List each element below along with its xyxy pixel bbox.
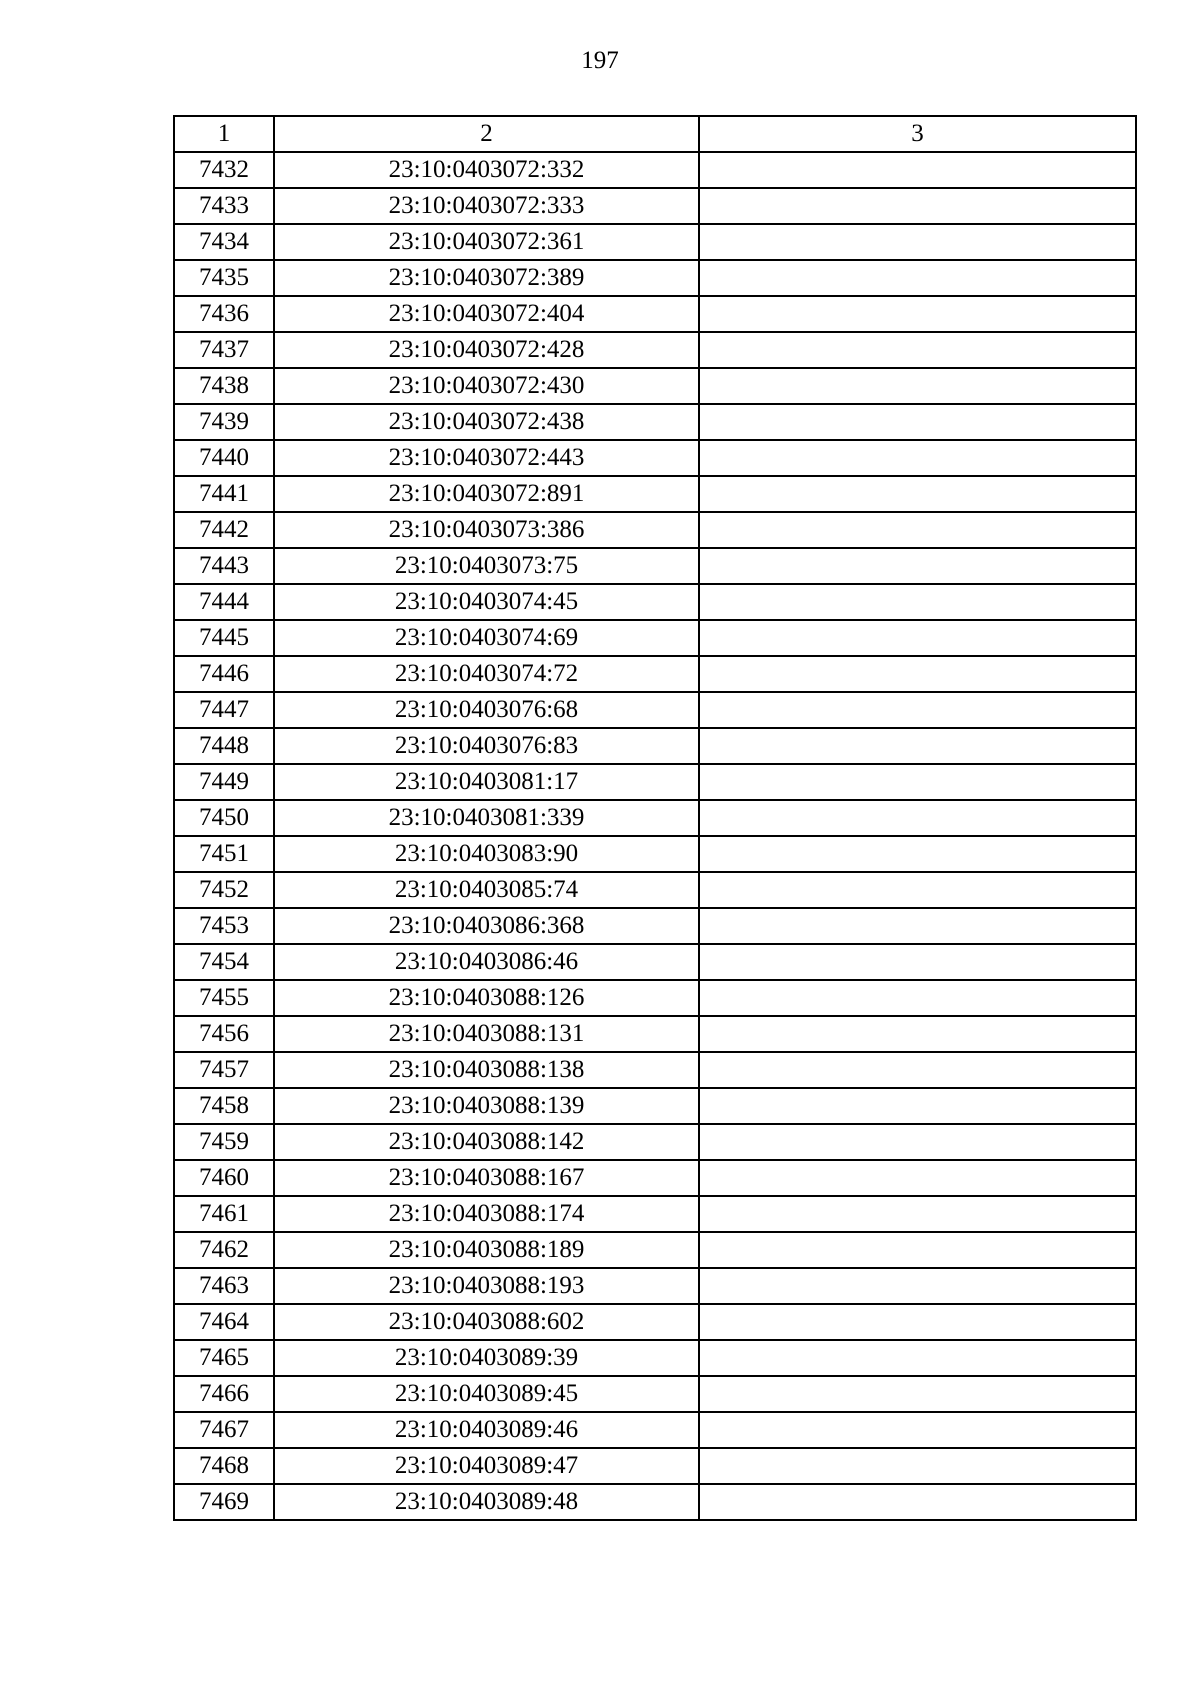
row-number-cell: 7456 <box>174 1016 274 1052</box>
cadastral-number-cell: 23:10:0403072:332 <box>274 152 699 188</box>
notes-cell <box>699 1484 1136 1520</box>
notes-cell <box>699 404 1136 440</box>
table-row <box>174 764 1136 800</box>
row-number-cell: 7448 <box>174 728 274 764</box>
cadastral-number-cell: 23:10:0403088:167 <box>274 1160 699 1196</box>
notes-cell <box>699 1340 1136 1376</box>
table-row <box>174 368 1136 404</box>
table-row <box>174 1052 1136 1088</box>
row-number-cell: 7455 <box>174 980 274 1016</box>
row-number-cell: 7445 <box>174 620 274 656</box>
cadastral-number-cell: 23:10:0403089:47 <box>274 1448 699 1484</box>
row-number-cell: 7464 <box>174 1304 274 1340</box>
row-number-cell: 7438 <box>174 368 274 404</box>
table-row <box>174 152 1136 188</box>
notes-cell <box>699 1196 1136 1232</box>
cadastral-number-cell: 23:10:0403088:138 <box>274 1052 699 1088</box>
notes-cell <box>699 1016 1136 1052</box>
table-row <box>174 1232 1136 1268</box>
cadastral-number-cell: 23:10:0403088:131 <box>274 1016 699 1052</box>
cadastral-number-table <box>173 115 1137 1521</box>
cadastral-number-cell: 23:10:0403088:193 <box>274 1268 699 1304</box>
row-number-cell: 7435 <box>174 260 274 296</box>
column-header-2: 2 <box>274 116 699 152</box>
row-number-cell: 7437 <box>174 332 274 368</box>
table-row <box>174 836 1136 872</box>
cadastral-number-cell: 23:10:0403072:443 <box>274 440 699 476</box>
row-number-cell: 7453 <box>174 908 274 944</box>
notes-cell <box>699 1232 1136 1268</box>
notes-cell <box>699 1268 1136 1304</box>
cadastral-number-cell: 23:10:0403072:428 <box>274 332 699 368</box>
notes-cell <box>699 296 1136 332</box>
cadastral-number-cell: 23:10:0403089:48 <box>274 1484 699 1520</box>
cadastral-number-cell: 23:10:0403072:891 <box>274 476 699 512</box>
cadastral-number-cell: 23:10:0403072:361 <box>274 224 699 260</box>
cadastral-number-cell: 23:10:0403088:174 <box>274 1196 699 1232</box>
table-row <box>174 1196 1136 1232</box>
table-row <box>174 1484 1136 1520</box>
notes-cell <box>699 548 1136 584</box>
table-row <box>174 1016 1136 1052</box>
cadastral-number-cell: 23:10:0403089:46 <box>274 1412 699 1448</box>
notes-cell <box>699 476 1136 512</box>
row-number-cell: 7465 <box>174 1340 274 1376</box>
notes-cell <box>699 1412 1136 1448</box>
notes-cell <box>699 584 1136 620</box>
notes-cell <box>699 1124 1136 1160</box>
cadastral-number-cell: 23:10:0403088:126 <box>274 980 699 1016</box>
row-number-cell: 7466 <box>174 1376 274 1412</box>
cadastral-number-cell: 23:10:0403086:368 <box>274 908 699 944</box>
row-number-cell: 7436 <box>174 296 274 332</box>
table-row <box>174 1160 1136 1196</box>
cadastral-number-cell: 23:10:0403072:430 <box>274 368 699 404</box>
cadastral-number-cell: 23:10:0403083:90 <box>274 836 699 872</box>
row-number-cell: 7449 <box>174 764 274 800</box>
notes-cell <box>699 260 1136 296</box>
table-row <box>174 692 1136 728</box>
table-row <box>174 224 1136 260</box>
table-row <box>174 440 1136 476</box>
table-row <box>174 548 1136 584</box>
table-row <box>174 908 1136 944</box>
table-row <box>174 1088 1136 1124</box>
notes-cell <box>699 800 1136 836</box>
table-row <box>174 1304 1136 1340</box>
cadastral-number-cell: 23:10:0403086:46 <box>274 944 699 980</box>
row-number-cell: 7463 <box>174 1268 274 1304</box>
notes-cell <box>699 728 1136 764</box>
row-number-cell: 7454 <box>174 944 274 980</box>
row-number-cell: 7457 <box>174 1052 274 1088</box>
cadastral-number-cell: 23:10:0403088:602 <box>274 1304 699 1340</box>
notes-cell <box>699 1376 1136 1412</box>
notes-cell <box>699 512 1136 548</box>
table-row <box>174 1340 1136 1376</box>
table-row <box>174 1124 1136 1160</box>
cadastral-number-cell: 23:10:0403074:69 <box>274 620 699 656</box>
notes-cell <box>699 332 1136 368</box>
table-row <box>174 1268 1136 1304</box>
notes-cell <box>699 152 1136 188</box>
notes-cell <box>699 224 1136 260</box>
table-row <box>174 512 1136 548</box>
row-number-cell: 7462 <box>174 1232 274 1268</box>
column-header-3: 3 <box>699 116 1136 152</box>
table-row <box>174 260 1136 296</box>
row-number-cell: 7467 <box>174 1412 274 1448</box>
cadastral-number-cell: 23:10:0403081:17 <box>274 764 699 800</box>
row-number-cell: 7447 <box>174 692 274 728</box>
table-row <box>174 728 1136 764</box>
notes-cell <box>699 1052 1136 1088</box>
cadastral-number-cell: 23:10:0403089:39 <box>274 1340 699 1376</box>
table-row <box>174 188 1136 224</box>
notes-cell <box>699 1304 1136 1340</box>
cadastral-number-cell: 23:10:0403076:83 <box>274 728 699 764</box>
table-row <box>174 476 1136 512</box>
table-row <box>174 1376 1136 1412</box>
row-number-cell: 7446 <box>174 656 274 692</box>
table-row <box>174 296 1136 332</box>
page-number: 197 <box>581 47 619 74</box>
cadastral-number-cell: 23:10:0403081:339 <box>274 800 699 836</box>
cadastral-number-cell: 23:10:0403074:72 <box>274 656 699 692</box>
notes-cell <box>699 440 1136 476</box>
table-row <box>174 980 1136 1016</box>
table-row <box>174 1412 1136 1448</box>
notes-cell <box>699 692 1136 728</box>
cadastral-number-cell: 23:10:0403088:139 <box>274 1088 699 1124</box>
cadastral-number-cell: 23:10:0403088:142 <box>274 1124 699 1160</box>
row-number-cell: 7441 <box>174 476 274 512</box>
table-body <box>174 152 1136 1520</box>
row-number-cell: 7468 <box>174 1448 274 1484</box>
column-header-1: 1 <box>174 116 274 152</box>
cadastral-number-cell: 23:10:0403072:404 <box>274 296 699 332</box>
table-row <box>174 656 1136 692</box>
cadastral-number-cell: 23:10:0403072:389 <box>274 260 699 296</box>
notes-cell <box>699 1448 1136 1484</box>
row-number-cell: 7434 <box>174 224 274 260</box>
notes-cell <box>699 836 1136 872</box>
row-number-cell: 7432 <box>174 152 274 188</box>
notes-cell <box>699 764 1136 800</box>
row-number-cell: 7458 <box>174 1088 274 1124</box>
notes-cell <box>699 1160 1136 1196</box>
row-number-cell: 7450 <box>174 800 274 836</box>
cadastral-number-cell: 23:10:0403074:45 <box>274 584 699 620</box>
table-row <box>174 800 1136 836</box>
table-row <box>174 620 1136 656</box>
notes-cell <box>699 908 1136 944</box>
row-number-cell: 7443 <box>174 548 274 584</box>
row-number-cell: 7460 <box>174 1160 274 1196</box>
cadastral-number-cell: 23:10:0403072:333 <box>274 188 699 224</box>
cadastral-number-cell: 23:10:0403076:68 <box>274 692 699 728</box>
row-number-cell: 7451 <box>174 836 274 872</box>
row-number-cell: 7444 <box>174 584 274 620</box>
table-row <box>174 872 1136 908</box>
row-number-cell: 7442 <box>174 512 274 548</box>
notes-cell <box>699 188 1136 224</box>
row-number-cell: 7461 <box>174 1196 274 1232</box>
notes-cell <box>699 1088 1136 1124</box>
row-number-cell: 7459 <box>174 1124 274 1160</box>
cadastral-number-cell: 23:10:0403073:386 <box>274 512 699 548</box>
table-row <box>174 332 1136 368</box>
notes-cell <box>699 944 1136 980</box>
table-row <box>174 584 1136 620</box>
row-number-cell: 7469 <box>174 1484 274 1520</box>
cadastral-number-cell: 23:10:0403073:75 <box>274 548 699 584</box>
notes-cell <box>699 368 1136 404</box>
cadastral-number-cell: 23:10:0403072:438 <box>274 404 699 440</box>
row-number-cell: 7439 <box>174 404 274 440</box>
notes-cell <box>699 980 1136 1016</box>
row-number-cell: 7452 <box>174 872 274 908</box>
table-row <box>174 944 1136 980</box>
cadastral-number-cell: 23:10:0403085:74 <box>274 872 699 908</box>
cadastral-number-cell: 23:10:0403088:189 <box>274 1232 699 1268</box>
table-row <box>174 1448 1136 1484</box>
row-number-cell: 7440 <box>174 440 274 476</box>
table-row <box>174 404 1136 440</box>
notes-cell <box>699 656 1136 692</box>
row-number-cell: 7433 <box>174 188 274 224</box>
notes-cell <box>699 872 1136 908</box>
table-header-row <box>174 116 1136 152</box>
cadastral-number-cell: 23:10:0403089:45 <box>274 1376 699 1412</box>
notes-cell <box>699 620 1136 656</box>
